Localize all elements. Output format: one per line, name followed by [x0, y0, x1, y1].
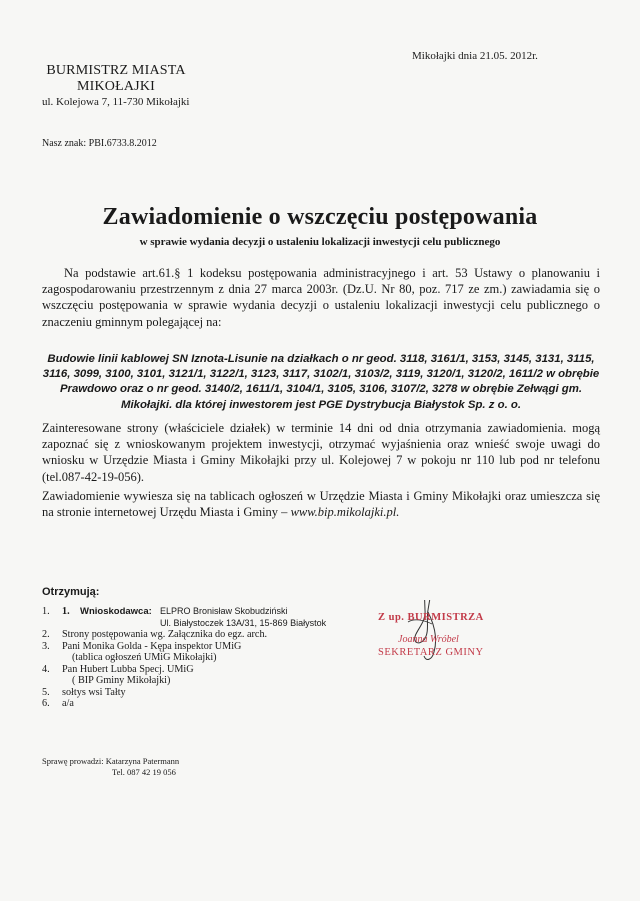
list-number: 3.: [42, 640, 50, 652]
list-text: ( BIP Gminy Mikołajki): [72, 675, 171, 686]
list-number: 4.: [42, 663, 50, 675]
publication-paragraph: [42, 488, 600, 520]
case-handler: [42, 756, 179, 778]
list-number: 1.: [42, 606, 50, 617]
list-item: [42, 641, 326, 653]
list-item: [42, 606, 326, 618]
sender-address: ul. Kolejowa 7, 11-730 Mikołajki: [42, 96, 190, 108]
list-text: Pani Monika Golda - Kępa inspektor UMiG: [62, 640, 242, 652]
list-number: 6.: [42, 698, 50, 709]
list-text: a/a: [62, 698, 74, 709]
stamp-line-position: SEKRETARZ GMINY: [378, 647, 484, 658]
list-number: 2.: [42, 629, 50, 640]
document-date: Mikołajki dnia 21.05. 2012r.: [412, 50, 538, 62]
stamp-line-authorization: Z up. BURMISTRZA: [378, 612, 484, 623]
list-item: [42, 629, 326, 641]
recipients-list: [42, 606, 326, 710]
list-item-continuation: [42, 675, 326, 687]
list-item: [42, 664, 326, 676]
document-subtitle: w sprawie wydania decyzji o ustaleniu lokalizacji inwestycji celu publicznego: [139, 236, 501, 248]
list-subnumber: 1.: [62, 606, 70, 617]
list-text: Strony postępowania wg. Załącznika do egz. arch.: [62, 629, 268, 640]
case-handler-phone: Tel. 087 42 19 056: [112, 767, 176, 777]
list-item-continuation: [42, 652, 326, 664]
list-text: sołtys wsi Tałty: [62, 686, 126, 698]
stamp-line-name: Joanna Wróbel: [398, 634, 459, 645]
publication-text: Zawiadomienie wywiesza się na tablicach ogłoszeń w Urzędzie Miasta i Gminy Mikołajki oraz umieszcza się na stronie internetowej Urzędu Miasta i Gminy –: [42, 489, 600, 520]
case-handler-name: Sprawę prowadzi: Katarzyna Patermann: [42, 756, 180, 766]
applicant-name: ELPRO Bronisław Skobudziński: [160, 606, 288, 616]
document-title: Zawiadomienie o wszczęciu postępowania: [102, 204, 538, 230]
applicant-label: Wnioskodawca:: [80, 606, 152, 617]
sender-block: [42, 63, 190, 95]
investment-description: Budowie linii kablowej SN Iznota-Lisunie na działkach o nr geod. 3118, 3161/1, 3153, 3145, 3131, 3115, 3116, 3099, 3100, 3101, 3121/1, 3122/1, 3123, 3117, 3102/1, 3103/2, 3119, 3120/1, 3120/2, 1611/2 w obrębie Prawdowo oraz o nr geod. 3140/2, 1611/1, 3104/1, 3105, 3106, 3107/2, 3278 w obrębie Zełwągi gm. Mikołajki. dla której inwestorem jest PGE Dystrybucja Białystok Sp. z o. o.: [42, 353, 600, 411]
legal-basis-paragraph: Na podstawie art.61.§ 1 kodeksu postępowania administracyjnego i art. 53 Ustawy o planowaniu i zagospodarowaniu przestrzennym z dnia 27 marca 2003r. (Dz.U. Nr 80, poz. 717 ze zm.) zawiadamia się o wszczęciu postępowania w sprawie wydania decyzji o ustaleniu lokalizacji inwestycji celu publicznego o znaczeniu gminnym polegającej na:: [42, 266, 600, 329]
sender-title: BURMISTRZ MIASTA: [46, 63, 186, 78]
reference-number: Nasz znak: PBI.6733.8.2012: [42, 138, 157, 149]
list-text: (tablica ogłoszeń UMiG Mikołajki): [72, 652, 217, 663]
sender-city: MIKOŁAJKI: [76, 79, 155, 94]
list-number: 5.: [42, 686, 50, 698]
parties-paragraph: Zainteresowane strony (właściciele działek) w terminie 14 dni od dnia otrzymania zawiadomienia. mogą zapoznać się z wnioskowanym projektem inwestycji, otrzymać wyjaśnienia oraz wnieść swoje uwagi do wniosku w Urzędzie Miasta i Gminy Mikołajki przy ul. Kolejowej 7 w pokoju nr 110 lub pod nr telefonu (tel.087-42-19-056).: [42, 421, 600, 484]
list-text: Pan Hubert Lubba Specj. UMiG: [62, 663, 194, 675]
recipients-heading: Otrzymują:: [42, 586, 100, 598]
list-item: [42, 687, 326, 699]
list-item: [42, 698, 326, 710]
list-item-continuation: [42, 618, 326, 630]
website-link[interactable]: www.bip.mikolajki.pl.: [290, 505, 400, 520]
applicant-address: Ul. Białystoczek 13A/31, 15-869 Białystok: [160, 617, 327, 628]
